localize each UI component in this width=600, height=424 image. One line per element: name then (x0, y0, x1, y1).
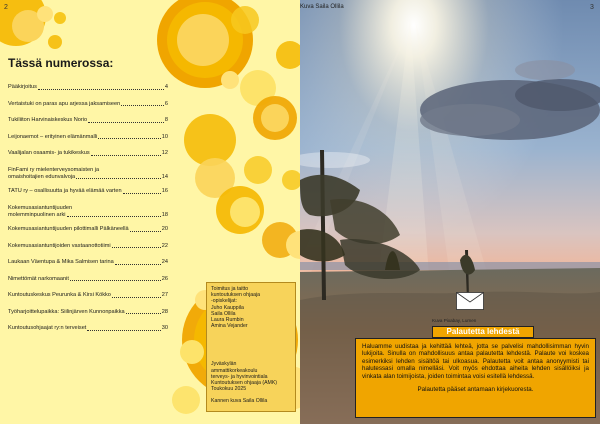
page-number: 2 (4, 4, 8, 11)
right-page (300, 0, 600, 424)
toc-item[interactable]: Kokemusasiantuntijoiden vastaanottotiimi 22 (8, 242, 168, 249)
toc-item[interactable]: Tukiliiton Harvinaiskeskus Norio 8 (8, 117, 168, 123)
toc-item[interactable]: FinFami ry mielenterveysomaisten ja omaishoitajien edunvalvoja 14 (8, 166, 168, 180)
toc-item[interactable]: TATU ry – osallisuutta ja hyvää elämää varten 16 (8, 188, 168, 194)
institution-line: Toukokuu 2025 (211, 386, 247, 393)
toc-item[interactable]: Leijonaemot – erityinen elämänmalli 10 (8, 133, 168, 140)
institution-line: Jyväskylän (211, 361, 237, 368)
table-of-contents (8, 84, 168, 342)
image-source-credit: Kuva Pixabay, Lumen (432, 318, 477, 323)
editor-name: Juho Kauppila (211, 304, 244, 311)
institution-line: terveys- ja hyvinvointiala (211, 373, 268, 380)
toc-item[interactable]: Työharjoittelupaikka: Siilinjärven Kunnonpaikka 28 (8, 308, 168, 315)
editor-name: Amina Vejander (211, 323, 248, 330)
toc-item[interactable]: Vertaistuki on paras apu arjessa jaksamiseen 6 (8, 100, 168, 107)
cover-credit: Kannen kuva Saila Ollila (211, 398, 268, 405)
toc-item[interactable]: Laukaan Väentupa & Mika Salmisen tarina 24 (8, 259, 168, 265)
toc-item[interactable]: Kokemusasiantuntijuuden molemminpuolinen arki 18 (8, 204, 168, 218)
editors-heading: Toimitus ja taitto (211, 286, 249, 292)
toc-item[interactable]: Kokemusasiantuntijuuden pilottimalli Pälkäneellä 20 (8, 226, 168, 232)
toc-title: Tässä numerossa: (8, 56, 114, 70)
editorial-info-box: Toimitus ja taitto kuntoutuksen ohjaaja -opiskelijat: Juho Kauppila Saila Ollila Laura Rumbin Amina Vejander Jyväskylän ammattikorkeakoulu terveys- ja hyvinvointiala Kuntoutuksen ohjaaja (AMK) Toukokuu 2025 Kannen kuva Saila Ollila (206, 282, 296, 412)
photo-credit: Kuva Saila Ollila (300, 4, 344, 10)
feedback-footer: Palautetta pääset antamaan kirjekuoresta. (417, 386, 534, 394)
feedback-heading: Palautetta lehdestä (432, 326, 534, 338)
feedback-text: Haluamme uudistaa ja kehittää lehteä, jotta se palvelisi mahdollisimman hyvin lukijoita. Sinulla on mahdollisuus antaa palautetta lehdestä. Palaute voi koskea esimerkiksi lehden sisältöä tai ulkoasua. Palautetta voit antaa anonyymisti tai halutessasi omalla nimelläsi. Voit myös ehdottaa aiheita lehden sisällöiksi ja vinkata alan toimijoista, joiden toimintaa voisi esitellä lehdessä. (362, 343, 589, 380)
institution-line: Kuntoutuksen ohjaaja (AMK) (211, 380, 278, 387)
toc-item[interactable]: Vaalijalan osaamis- ja tukikeskus 12 (8, 150, 168, 156)
toc-item[interactable]: Kuntoutusohjaajat ry:n terveiset 30 (8, 325, 168, 331)
feedback-box (355, 338, 596, 418)
toc-item[interactable]: Nimettömät narkomaanit 26 (8, 275, 168, 282)
editor-name: Saila Ollila (211, 310, 236, 317)
toc-item[interactable]: Kuntoutuskeskus Peurunka & Kirsi Kökko 27 (8, 292, 168, 298)
editor-name: Laura Rumbin (211, 317, 244, 324)
envelope-icon[interactable] (456, 292, 484, 310)
toc-item[interactable]: Pääkirjoitus 4 (8, 84, 168, 90)
page-number: 3 (590, 4, 594, 11)
institution-line: ammattikorkeakoulu (211, 367, 258, 374)
